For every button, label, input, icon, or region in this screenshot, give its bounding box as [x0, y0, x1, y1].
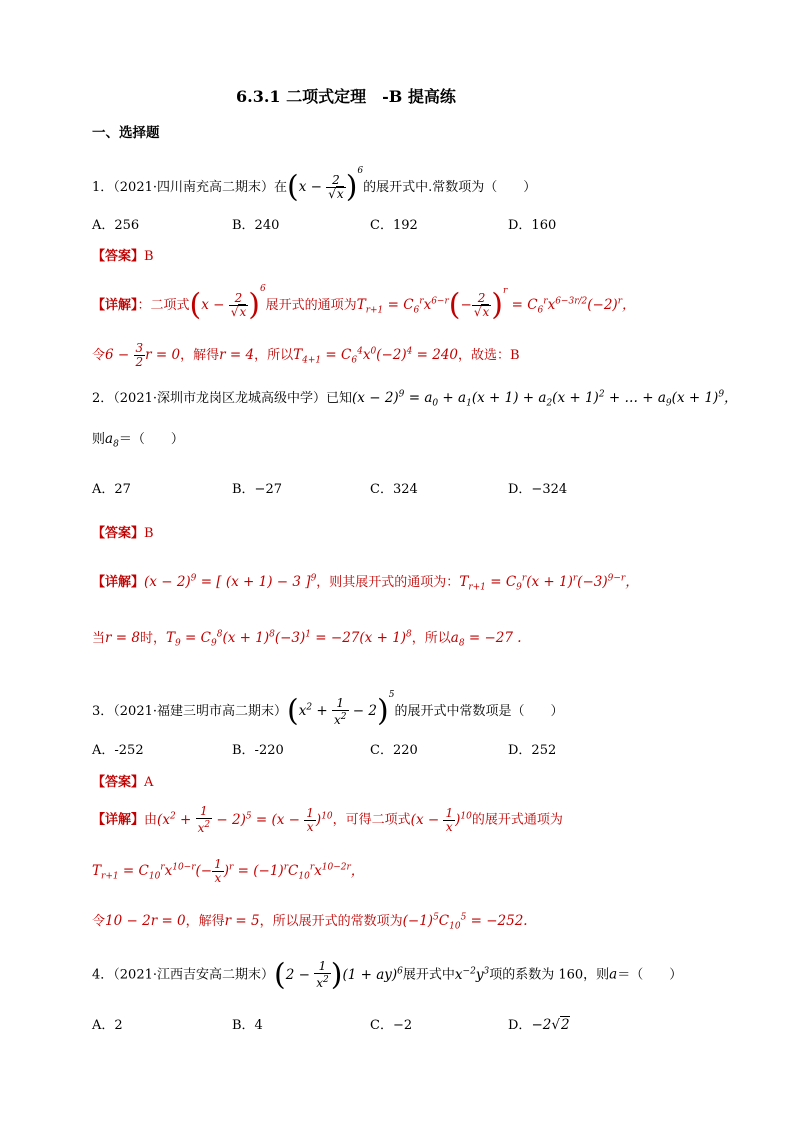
q3-detail-text-d: 令 [92, 914, 106, 929]
q3-answer-label: 【答案】 [92, 775, 145, 790]
q2-r8: r = 8 [105, 630, 140, 646]
q1-detail-text-b: 展开式的通项为 [265, 298, 357, 313]
q2-line2-text: 则 [92, 432, 106, 447]
question-4 [92, 957, 683, 992]
q4-option-d-label: D． [508, 1018, 532, 1033]
q3-option-a: A．-252 [92, 743, 144, 758]
q2-answer [92, 522, 154, 541]
q1-option-a: A．256 [92, 218, 140, 233]
q2-option-b: B．−27 [232, 482, 282, 497]
q2-detail-text-d: ，所以 [411, 631, 451, 646]
q3-option-c: C．220 [370, 743, 418, 758]
q2-number: 2． [92, 391, 114, 406]
q2-detail-text-a: ，则其展开式的通项为： [316, 575, 460, 590]
q2-detail-text-b: 当 [92, 631, 106, 646]
q4-post-b: 项的系数为 160，则 [489, 967, 610, 983]
q1-post: 的展开式中.常数项为（ ） [363, 180, 537, 195]
q1-option-b: B．240 [232, 218, 280, 233]
question-2 [92, 386, 738, 409]
q1-answer-label: 【答案】 [92, 249, 145, 264]
q1-expression: (x − $\frac{2}{√x}$ )$^6$ [287, 166, 364, 205]
q3-detail-line1 [92, 805, 563, 835]
q1-pre: 在 [274, 180, 288, 195]
q1-detail-line2 [92, 342, 520, 369]
q4-term: $x^{-2}y^3$ [454, 966, 490, 983]
q2-answer-value: B [144, 526, 154, 541]
q3-detail-line2: $T_{r+1} = C_{10}^rx^{10-r}(-$ $\frac{1}{x}$ )$^r = (-1)^rC_{10}^rx^{10-2r}$， [92, 857, 365, 885]
q3-detail-text-a: 由 [144, 812, 158, 828]
q2-line2 [92, 428, 184, 450]
q3-detail-text-b: ，可得二项式 [332, 812, 411, 828]
q1-detail-general-term: $T_{r+1} = C_6^rx^{6-r}(-$ $\frac{2}{√x}$ )$^r = C_6^rx^{6-3r/2}(-2)^r$， [356, 286, 636, 323]
q3-detail-text-e: ，解得 [185, 914, 225, 929]
q1-option-d: D．160 [508, 218, 557, 233]
q1-detail-text-f: ，故选：B [458, 348, 520, 363]
q4-option-c: C．−2 [370, 1018, 413, 1033]
q2-detail-text-c: 时， [139, 631, 166, 646]
q3-result: $(-1)^5C_{10}^5 = -252$. [402, 912, 528, 932]
q1-detail-text-c: 令 [92, 348, 106, 363]
q3-answer-value: A [144, 775, 154, 790]
q4-option-d [508, 1014, 570, 1033]
q3-solution: r = 5 [224, 913, 260, 929]
q3-number: 3． [92, 704, 114, 719]
q2-source: （2021·深圳市龙岗区龙城高级中学） [113, 391, 326, 406]
q3-detail-text-c: 的展开式通项为 [471, 812, 563, 828]
q3-detail-identity: ($x^2$ + $\frac{1}{x^2}$ − 2)$^5$ = (x − $\frac{1}{x}$ )$^{10}$ [157, 804, 333, 835]
q2-detail-label: 【详解】 [92, 575, 145, 590]
q1-detail-label: 【详解】 [92, 298, 138, 313]
q4-option-d-value: −2√2 [531, 1017, 570, 1033]
q3-detail-binomial: (x − $\frac{1}{x}$ )$^{10}$ [410, 805, 472, 834]
q4-option-b: B．4 [232, 1018, 263, 1033]
q2-expression: $(x - 2)^9 = a_0 + a_1(x + 1) + a_2(x + 1)^2$ + … + $a_9(x + 1)^9$， [352, 389, 738, 409]
q3-option-d: D．252 [508, 743, 557, 758]
q2-detail-general-term: $T_{r+1} = C_9^r(x + 1)^r(-3)^{9-r}$， [459, 573, 639, 593]
q3-source: （2021·福建三明市高二期末） [113, 704, 287, 719]
q1-option-c: C．192 [370, 218, 418, 233]
q3-detail-text-f: ，所以展开式的常数项为 [259, 914, 403, 929]
q4-option-a: A．2 [92, 1018, 123, 1033]
q4-a: a [609, 966, 618, 983]
q3-detail-line3 [92, 910, 528, 932]
question-1 [92, 166, 536, 203]
q3-post: 的展开式中常数项是（ ） [394, 704, 564, 719]
q2-detail-identity: $(x - 2)^9$ = [ (x + 1) − 3 ]$^9$ [144, 573, 317, 590]
q3-detail-label: 【详解】 [92, 812, 145, 828]
q4-post-c: ＝（ ） [617, 967, 683, 983]
q1-detail-line1 [92, 284, 636, 321]
q2-pre: 已知 [326, 391, 353, 406]
q2-answer-label: 【答案】 [92, 526, 145, 541]
q2-line2-tail: ＝（ ） [118, 432, 184, 447]
q1-detail-text-d: ，解得 [180, 348, 220, 363]
q4-post-a: 展开式中 [402, 967, 455, 983]
q2-result: $a_8 = -27$ . [450, 630, 522, 649]
q2-detail-line1 [92, 570, 639, 593]
q1-detail-binomial: (x − $\frac{2}{√x}$ )$^6$ [189, 284, 266, 323]
q2-t9: $T_9 = C_9^8(x + 1)^8(-3)^1 = -27(x + 1)^8$ [165, 629, 412, 649]
q1-detail-text-e: ，所以 [254, 348, 294, 363]
q1-answer [92, 245, 154, 264]
q2-option-a: A．27 [92, 482, 131, 497]
q2-a8: $a_8$ [105, 431, 119, 450]
q3-equation: 10 − 2r = 0 [105, 913, 186, 929]
q2-option-d: D．−324 [508, 482, 568, 497]
q1-result: $T_{4+1} = C_6^4x^0(-2)^4 = 240$ [293, 346, 459, 366]
page-title: 6.3.1 二项式定理 -B 提高练 [236, 87, 456, 106]
q3-answer [92, 771, 153, 790]
q1-answer-value: B [144, 249, 154, 264]
q3-option-b: B．-220 [232, 743, 284, 758]
q1-source: （2021·四川南充高二期末） [113, 180, 274, 195]
q1-equation: 6 − $\frac{3}{2}$ r = 0 [105, 341, 181, 369]
q2-detail-line2 [92, 627, 522, 649]
q4-source: （2021·江西吉安高二期末） [113, 967, 274, 983]
q2-option-c: C．324 [370, 482, 418, 497]
q4-expression: (2 − $\frac{1}{x^2}$ )(1 + ay)$^6$ [274, 957, 403, 992]
section-heading: 一、选择题 [92, 125, 160, 141]
q1-detail-text-a: ：二项式 [137, 298, 190, 313]
q1-number: 1． [92, 180, 114, 195]
q3-expression: ($x^2$ + $\frac{1}{x^2}$ − 2)$^5$ [287, 690, 395, 729]
q4-number: 4． [92, 967, 114, 983]
question-3 [92, 690, 563, 727]
q1-solution: r = 4 [219, 347, 255, 363]
